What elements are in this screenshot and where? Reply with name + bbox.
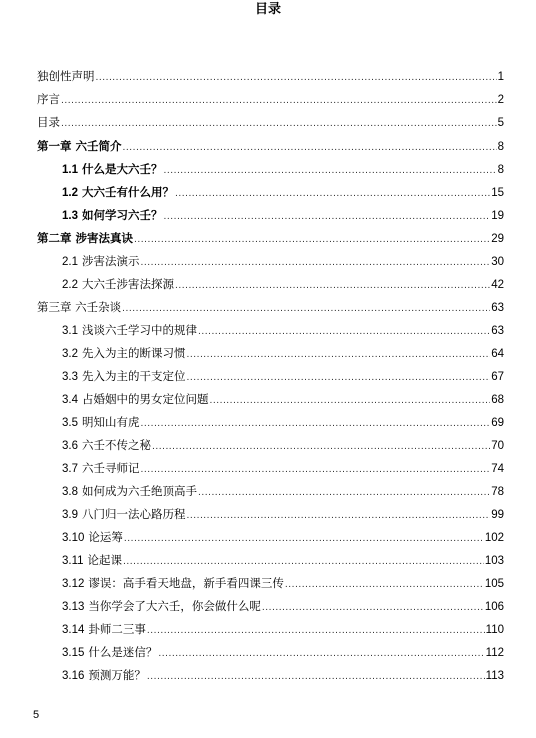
- toc-entry-title: 占婚姻中的男女定位问题: [82, 392, 209, 406]
- toc-entry-section-3-15[interactable]: [62, 644, 504, 660]
- dot-leader: [152, 439, 490, 455]
- footer-page-number: 5: [33, 709, 40, 721]
- toc-entry-number: 3.4: [62, 394, 78, 406]
- toc-entry-number: 1.2: [62, 187, 78, 199]
- toc-entry-title: 独创性声明: [37, 69, 95, 83]
- dot-leader: [61, 116, 497, 132]
- toc-entry-page: 113: [485, 670, 504, 682]
- toc-entry-section-2-1[interactable]: [62, 253, 504, 269]
- toc-entry-title: 目录: [37, 115, 60, 129]
- toc-entry-number: 3.10: [62, 532, 85, 544]
- toc-entry-page: 30: [491, 256, 504, 268]
- toc-entry-title: 六壬寻师记: [82, 461, 140, 475]
- toc-entry-number: 3.9: [62, 509, 78, 521]
- toc-entry-number: 1.3: [62, 210, 78, 222]
- toc-entry-page: 8: [497, 164, 504, 176]
- dot-leader: [141, 462, 491, 478]
- toc-entry-section-1-2[interactable]: [62, 184, 504, 200]
- toc-entry-page: 103: [484, 555, 504, 567]
- dot-leader: [141, 416, 491, 432]
- dot-leader: [262, 600, 484, 616]
- dot-leader: [147, 623, 485, 639]
- dot-leader: [285, 577, 484, 593]
- dot-leader: [198, 324, 490, 340]
- toc-entry-page: 29: [491, 233, 504, 245]
- toc-entry-title: 论运筹: [88, 530, 123, 544]
- toc-entry-section-3-7[interactable]: [62, 460, 504, 476]
- toc-entry-page: 102: [484, 532, 504, 544]
- toc-entry-number: 3.16: [62, 670, 85, 682]
- toc-entry-declaration[interactable]: [37, 68, 504, 84]
- toc-entry-section-3-14[interactable]: [62, 621, 504, 637]
- dot-leader: [175, 278, 490, 294]
- toc-entry-page: 64: [491, 348, 504, 360]
- toc-entry-section-3-9[interactable]: [62, 506, 504, 522]
- toc-entry-page: 2: [497, 94, 504, 106]
- toc-entry-section-3-2[interactable]: [62, 345, 504, 361]
- toc-entry-page: 99: [491, 509, 504, 521]
- toc-entry-number: 3.11: [62, 555, 84, 567]
- toc-entry-section-1-3[interactable]: [62, 207, 504, 223]
- toc-entry-section-3-13[interactable]: [62, 598, 504, 614]
- toc-entry-page: 63: [491, 302, 504, 314]
- dot-leader: [187, 370, 491, 386]
- dot-leader: [122, 301, 490, 317]
- toc-entry-page: 5: [497, 117, 504, 129]
- toc-entry-title: 什么是大六壬？: [82, 162, 163, 176]
- toc-entry-title: 第二章 涉害法真诀: [37, 231, 134, 245]
- toc-entry-title: 第三章 六壬杂谈: [37, 300, 122, 314]
- toc-entry-number: 2.2: [62, 279, 78, 291]
- toc-entry-title: 如何成为六壬绝顶高手: [82, 484, 197, 498]
- toc-entry-page: 67: [491, 371, 504, 383]
- toc-entry-section-2-2[interactable]: [62, 276, 504, 292]
- toc-entry-number: 3.5: [62, 417, 78, 429]
- toc-entry-page: 63: [491, 325, 504, 337]
- dot-leader: [123, 140, 497, 156]
- toc-entry-number: 3.14: [62, 624, 85, 636]
- dot-leader: [123, 554, 484, 570]
- toc-entry-page: 74: [491, 463, 504, 475]
- dot-leader: [164, 163, 497, 179]
- toc-entry-title: 什么是迷信？: [88, 645, 158, 659]
- dot-leader: [175, 186, 490, 202]
- toc-entry-chapter-3[interactable]: [37, 299, 504, 315]
- dot-leader: [187, 508, 491, 524]
- page-title: 目录: [254, 2, 281, 17]
- toc-entry-number: 2.1: [62, 256, 78, 268]
- toc-entry-page: 19: [491, 210, 504, 222]
- toc-entry-number: 3.7: [62, 463, 78, 475]
- dot-leader: [164, 209, 491, 225]
- dot-leader: [124, 531, 484, 547]
- dot-leader: [187, 347, 491, 363]
- dot-leader: [210, 393, 491, 409]
- toc-entry-number: 3.13: [62, 601, 85, 613]
- toc-entry-title: 论起课: [87, 553, 123, 567]
- dot-leader: [158, 646, 484, 662]
- toc-entry-section-3-1[interactable]: [62, 322, 504, 338]
- toc-entry-section-3-3[interactable]: [62, 368, 504, 384]
- toc-entry-page: 8: [497, 141, 504, 153]
- toc-entry-section-3-10[interactable]: [62, 529, 504, 545]
- dot-leader: [141, 255, 491, 271]
- toc-entry-title: 大六壬有什么用？: [82, 185, 174, 199]
- toc-entry-number: 3.6: [62, 440, 78, 452]
- toc-entry-title: 大六壬涉害法探源: [82, 277, 174, 291]
- toc-entry-number: 3.2: [62, 348, 78, 360]
- toc-entry-section-3-6[interactable]: [62, 437, 504, 453]
- toc-entry-page: 68: [491, 394, 504, 406]
- dot-leader: [198, 485, 490, 501]
- toc-entry-section-3-16[interactable]: [62, 667, 504, 683]
- toc-entry-title: 谬误：高手看天地盘，新手看四课三传: [88, 576, 284, 590]
- toc-entry-number: 3.8: [62, 486, 78, 498]
- toc-entry-title: 先入为主的干支定位: [82, 369, 186, 383]
- toc-entry-page: 110: [485, 624, 504, 636]
- toc-entry-number: 3.3: [62, 371, 78, 383]
- toc-entry-number: 3.15: [62, 647, 85, 659]
- toc-entry-contents[interactable]: [37, 114, 504, 130]
- toc-entry-title: 序言: [37, 92, 60, 106]
- toc-entry-title: 浅谈六壬学习中的规律: [82, 323, 197, 337]
- toc-entry-title: 明知山有虎: [82, 415, 140, 429]
- toc-entry-title: 八门归一法心路历程: [82, 507, 186, 521]
- toc-entry-title: 如何学习六壬？: [82, 208, 163, 222]
- toc-entry-section-3-8[interactable]: [62, 483, 504, 499]
- toc-entry-page: 1: [497, 71, 504, 83]
- toc-entry-page: 105: [484, 578, 504, 590]
- toc-entry-title: 第一章 六壬简介: [37, 139, 122, 153]
- toc-entry-title: 当你学会了大六壬，你会做什么呢: [88, 599, 261, 613]
- dot-leader: [147, 669, 485, 685]
- toc-entry-chapter-1[interactable]: [37, 138, 504, 154]
- toc-entry-title: 六壬不传之秘: [82, 438, 151, 452]
- toc-entry-page: 69: [491, 417, 504, 429]
- toc-entry-section-3-12[interactable]: [62, 575, 504, 591]
- toc-entry-number: 1.1: [62, 164, 78, 176]
- toc-entry-section-1-1[interactable]: [62, 161, 504, 177]
- toc-entry-number: 3.12: [62, 578, 85, 590]
- toc-entry-title: 涉害法演示: [82, 254, 140, 268]
- dot-leader: [134, 232, 490, 248]
- dot-leader: [96, 70, 497, 86]
- toc-entry-title: 先入为主的断课习惯: [82, 346, 186, 360]
- toc-entry-section-3-11[interactable]: [62, 552, 504, 568]
- toc-entry-chapter-2[interactable]: [37, 230, 504, 246]
- toc-entry-number: 3.1: [62, 325, 78, 337]
- dot-leader: [61, 93, 497, 109]
- toc-entry-page: 78: [491, 486, 504, 498]
- toc-entry-title: 卦师二三事: [88, 622, 146, 636]
- toc-entry-page: 15: [491, 187, 504, 199]
- toc-entry-page: 42: [491, 279, 504, 291]
- toc-entry-section-3-5[interactable]: [62, 414, 504, 430]
- toc-entry-page: 106: [484, 601, 504, 613]
- toc-entry-preface[interactable]: [37, 91, 504, 107]
- toc-entry-section-3-4[interactable]: [62, 391, 504, 407]
- toc-entry-title: 预测万能？: [88, 668, 146, 682]
- toc-entry-page: 70: [491, 440, 504, 452]
- toc-entry-page: 112: [485, 647, 504, 659]
